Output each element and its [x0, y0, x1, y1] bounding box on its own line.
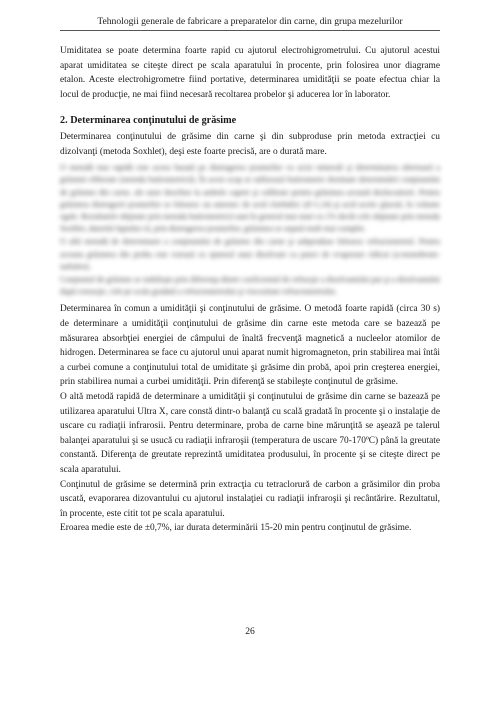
- section-heading: 2. Determinarea conţinutului de grăsime: [60, 115, 237, 127]
- section-first-paragraph: Determinarea conţinutului de grăsime din carne şi din subproduse prin metoda extracţiei cu dizolvanţi (metoda Soxhlet), deşi este foarte precisă, are o durată mare.: [60, 131, 440, 157]
- paragraph-ultra-x-method: O altă metodă rapidă de determinare a umidităţii şi conţinutului de grăsime din carne se bazează pe utilizarea aparatului Ultra X, care constă dintr-o balanţă cu scală gradată în procente şi o instalaţie de uscare cu radiaţii infrarosii. Pentru determinare, proba de carne bine mărunţită se aşează pe talerul balanţei aparatului şi se usucă cu radiaţii infraroşii (temperatura de uscare 70-170ºC) până la greutate constantă. Diferenţa de greutate reprezintă umiditatea produsului, în procente şi se citeşte direct pe scala aparatului.: [60, 391, 440, 475]
- running-header: Tehnologii generale de fabricare a preparatelor din carne, din grupa mezelurilor: [97, 16, 403, 27]
- blurred-paragraph: O altă metodă de determinare a conţinutului de grăsime din carne şi subproduse folosesc refractometrul. Pentru aceasta grăsimea din proba este extrasă cu ajutorul unui dizolvant cu punct de evaporare ridicat (a-monobrom- naftalen).: [60, 237, 440, 271]
- header-divider: [60, 30, 440, 31]
- intro-paragraph: Umiditatea se poate determina foarte rapid cu ajutorul electrohigrometrului. Cu ajutorul acestui aparat umiditatea se citeşte direct pe scala aparatului în procente, prin folosirea unor diagrame etalon. Aceste electrohigrometre fiind portative, determinarea umidităţii se poate efectua chiar la locul de producţie, ne mai fiind necesară recoltarea probelor şi aducerea lor în laborator.: [60, 46, 440, 100]
- blurred-text-block: [60, 162, 440, 298]
- page-body: [60, 44, 440, 536]
- paragraph-error-duration: Eroarea medie este de ±0,7%, iar durata determinării 15-20 min pentru conţinutul de grăsime.: [60, 523, 412, 534]
- blurred-paragraph: Conţinutul de grăsime se stabileşte prin diferenţa dintre coeficientul de refracţie a dizolvantului pur şi a dizolvantului după extracţie, citit pe scala gradată a refractometrului şi viscozitate refractometrului.: [60, 274, 440, 297]
- blurred-paragraph: O metodă mai rapidă este aceea bazată pe distrugerea ţesuturilor cu acizi minerali şi determinarea ulterioară a grăsimii eliberate (metoda butirometrică). În acest scop se utilizează butirometre destinate determinării conţinutului de grăsime din carne, ale unor deschise la ambele capete şi calibrate pentru grăsimea această dezlocuitorii. Pentru grăsimea distrugerii ţesuturilor se folosesc un amestec de acid clorhidric (d=1,14) şi acid acetic glacial, în volume egale. Rezultatele obţinute prin metoda butirometrică sunt în general mai mari cu 1% decât cele obţinute prin metoda Soxhlet, datorită faptului că, prin distrugerea ţesuturilor, grăsimea se separă mult mai complet.: [60, 163, 440, 234]
- paragraph-combined-determination: Determinarea în comun a umidităţii şi conţinutului de grăsime. O metodă foarte rapidă (circa 30 s) de determinare a umidităţii conţinutului de grăsime din carne este metoda care se bazează pe măsurarea absorbţiei energiei de câmpului de înaltă frecvenţă magnetică a nucleelor atomilor de hidrogen. Determinarea se face cu ajutorul unui aparat numit higromagneton, prin stabilirea mai întâi a curbei comune a conţinutului total de umiditate şi grăsime din probă, apoi prin creşterea energiei, prin stabilirea numai a curbei umidităţii. Prin diferenţă se stabileşte conţinutul de grăsime.: [60, 304, 440, 388]
- paragraph-fat-extraction: Conţinutul de grăsime se determină prin extracţia cu tetraclorură de carbon a grăsimilor din proba uscată, evaporarea dizovantului cu ajutorul instalaţiei cu radiaţii infraroşii şi recântărire. Rezultatul, în procente, este citit tot pe scala aparatului.: [60, 479, 440, 519]
- page-number: 26: [245, 626, 255, 637]
